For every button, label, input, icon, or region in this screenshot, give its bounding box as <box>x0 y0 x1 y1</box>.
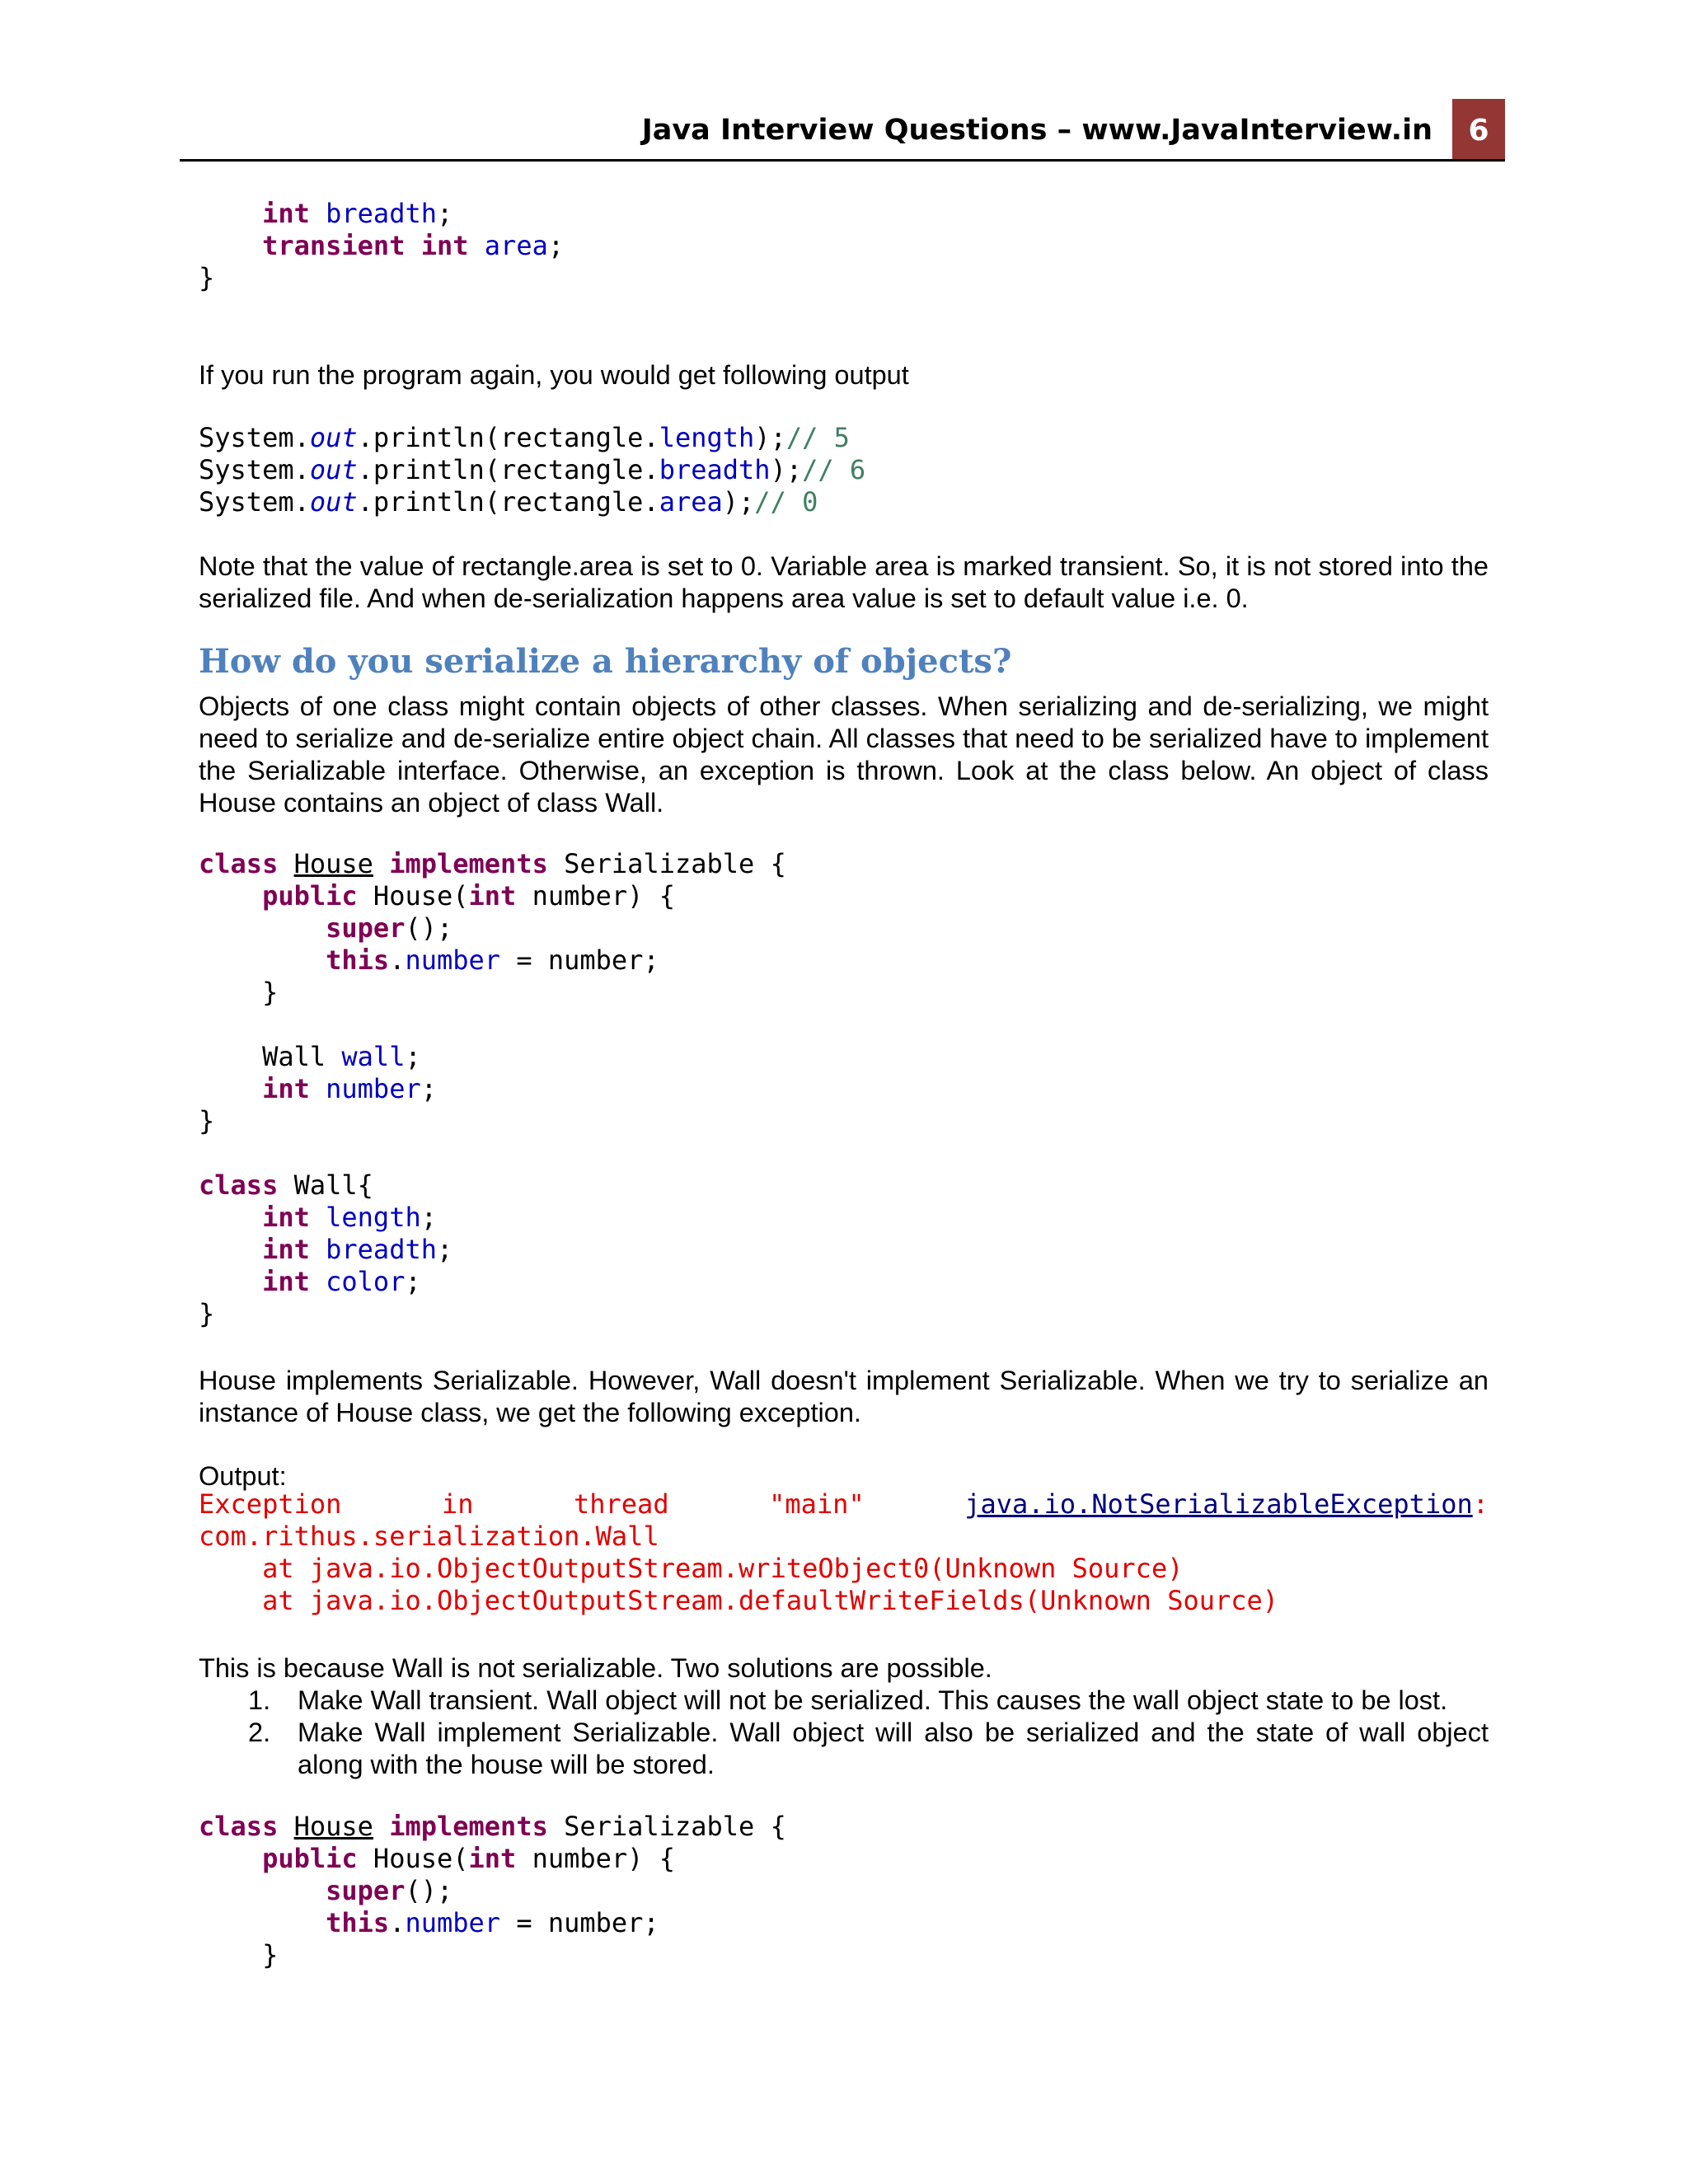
code-field: breadth <box>326 198 437 229</box>
code-brace: } <box>199 262 215 293</box>
section-heading: How do you serialize a hierarchy of objects? <box>199 642 1012 681</box>
exception-first-line: Exception in thread "main" java.io.NotSerializableException: <box>199 1488 1489 1520</box>
class-name-house: House <box>293 1811 373 1842</box>
intro-text: If you run the program again, you would get following output <box>199 360 909 390</box>
code-field: area <box>484 230 548 261</box>
class-name-house: House <box>293 848 373 879</box>
code-line: System.out.println(rectangle.area);// 0 <box>199 486 818 518</box>
header-rule <box>180 159 1505 162</box>
code-line: System.out.println(rectangle.length);// 5 <box>199 422 850 453</box>
solutions-list <box>199 1685 1489 1781</box>
code-block-house-class-solution: class House implements Serializable { public House(int number) { super(); this.number = number; } <box>199 1811 786 1971</box>
exception-class-link[interactable]: java.io.NotSerializableException <box>964 1488 1473 1520</box>
code-line: System.out.println(rectangle.breadth);// 6 <box>199 454 866 485</box>
code-keyword: int <box>262 198 310 229</box>
list-item: 2. Make Wall implement Serializable. Wall object will also be serialized and the state of wall object along with the house will be stored. <box>248 1718 1489 1779</box>
output-label: Output: <box>199 1461 287 1491</box>
because-text: This is because Wall is not serializable. Two solutions are possible. <box>199 1653 992 1683</box>
exception-stack-trace: com.rithus.serialization.Wall at java.io.ObjectOutputStream.writeObject0(Unknown Source) at java.io.ObjectOutputStream.defaultWriteFields(Unknown Source) <box>199 1521 1279 1616</box>
header-title: Java Interview Questions – www.JavaInterview.in <box>641 114 1432 147</box>
code-block-println <box>199 422 865 518</box>
note-paragraph: Note that the value of rectangle.area is set to 0. Variable area is marked transient. So, it is not stored into the serialized file. And when de-serialization happens area value is set to default value i.e. 0. <box>199 551 1489 613</box>
section-paragraph: Objects of one class might contain objects of other classes. When serializing and de-serializing, we might need to serialize and de-serialize entire object chain. All classes that need to be serialized have to implement the Serializable interface. Otherwise, an exception is thrown. Look at the class below. An object of class House contains an object of class Wall. <box>199 691 1489 818</box>
code-block-wall-class: class Wall{ int length; int breadth; int color; } <box>199 1169 453 1329</box>
code-keyword: transient <box>262 230 406 261</box>
code-block-house-class: class House implements Serializable { public House(int number) { super(); this.number = number; } Wall wall; int number; } <box>199 848 786 1137</box>
code-block-rectangle-fields: int breadth; transient int area; } <box>199 198 565 293</box>
code-keyword: int <box>420 230 469 261</box>
explanation-paragraph: House implements Serializable. However, Wall doesn't implement Serializable. When we try to serialize an instance of House class, we get the following exception. <box>199 1366 1489 1427</box>
list-item: 1. Make Wall transient. Wall object will not be serialized. This causes the wall object state to be lost. <box>248 1685 1448 1715</box>
page-number: 6 <box>1452 99 1505 162</box>
